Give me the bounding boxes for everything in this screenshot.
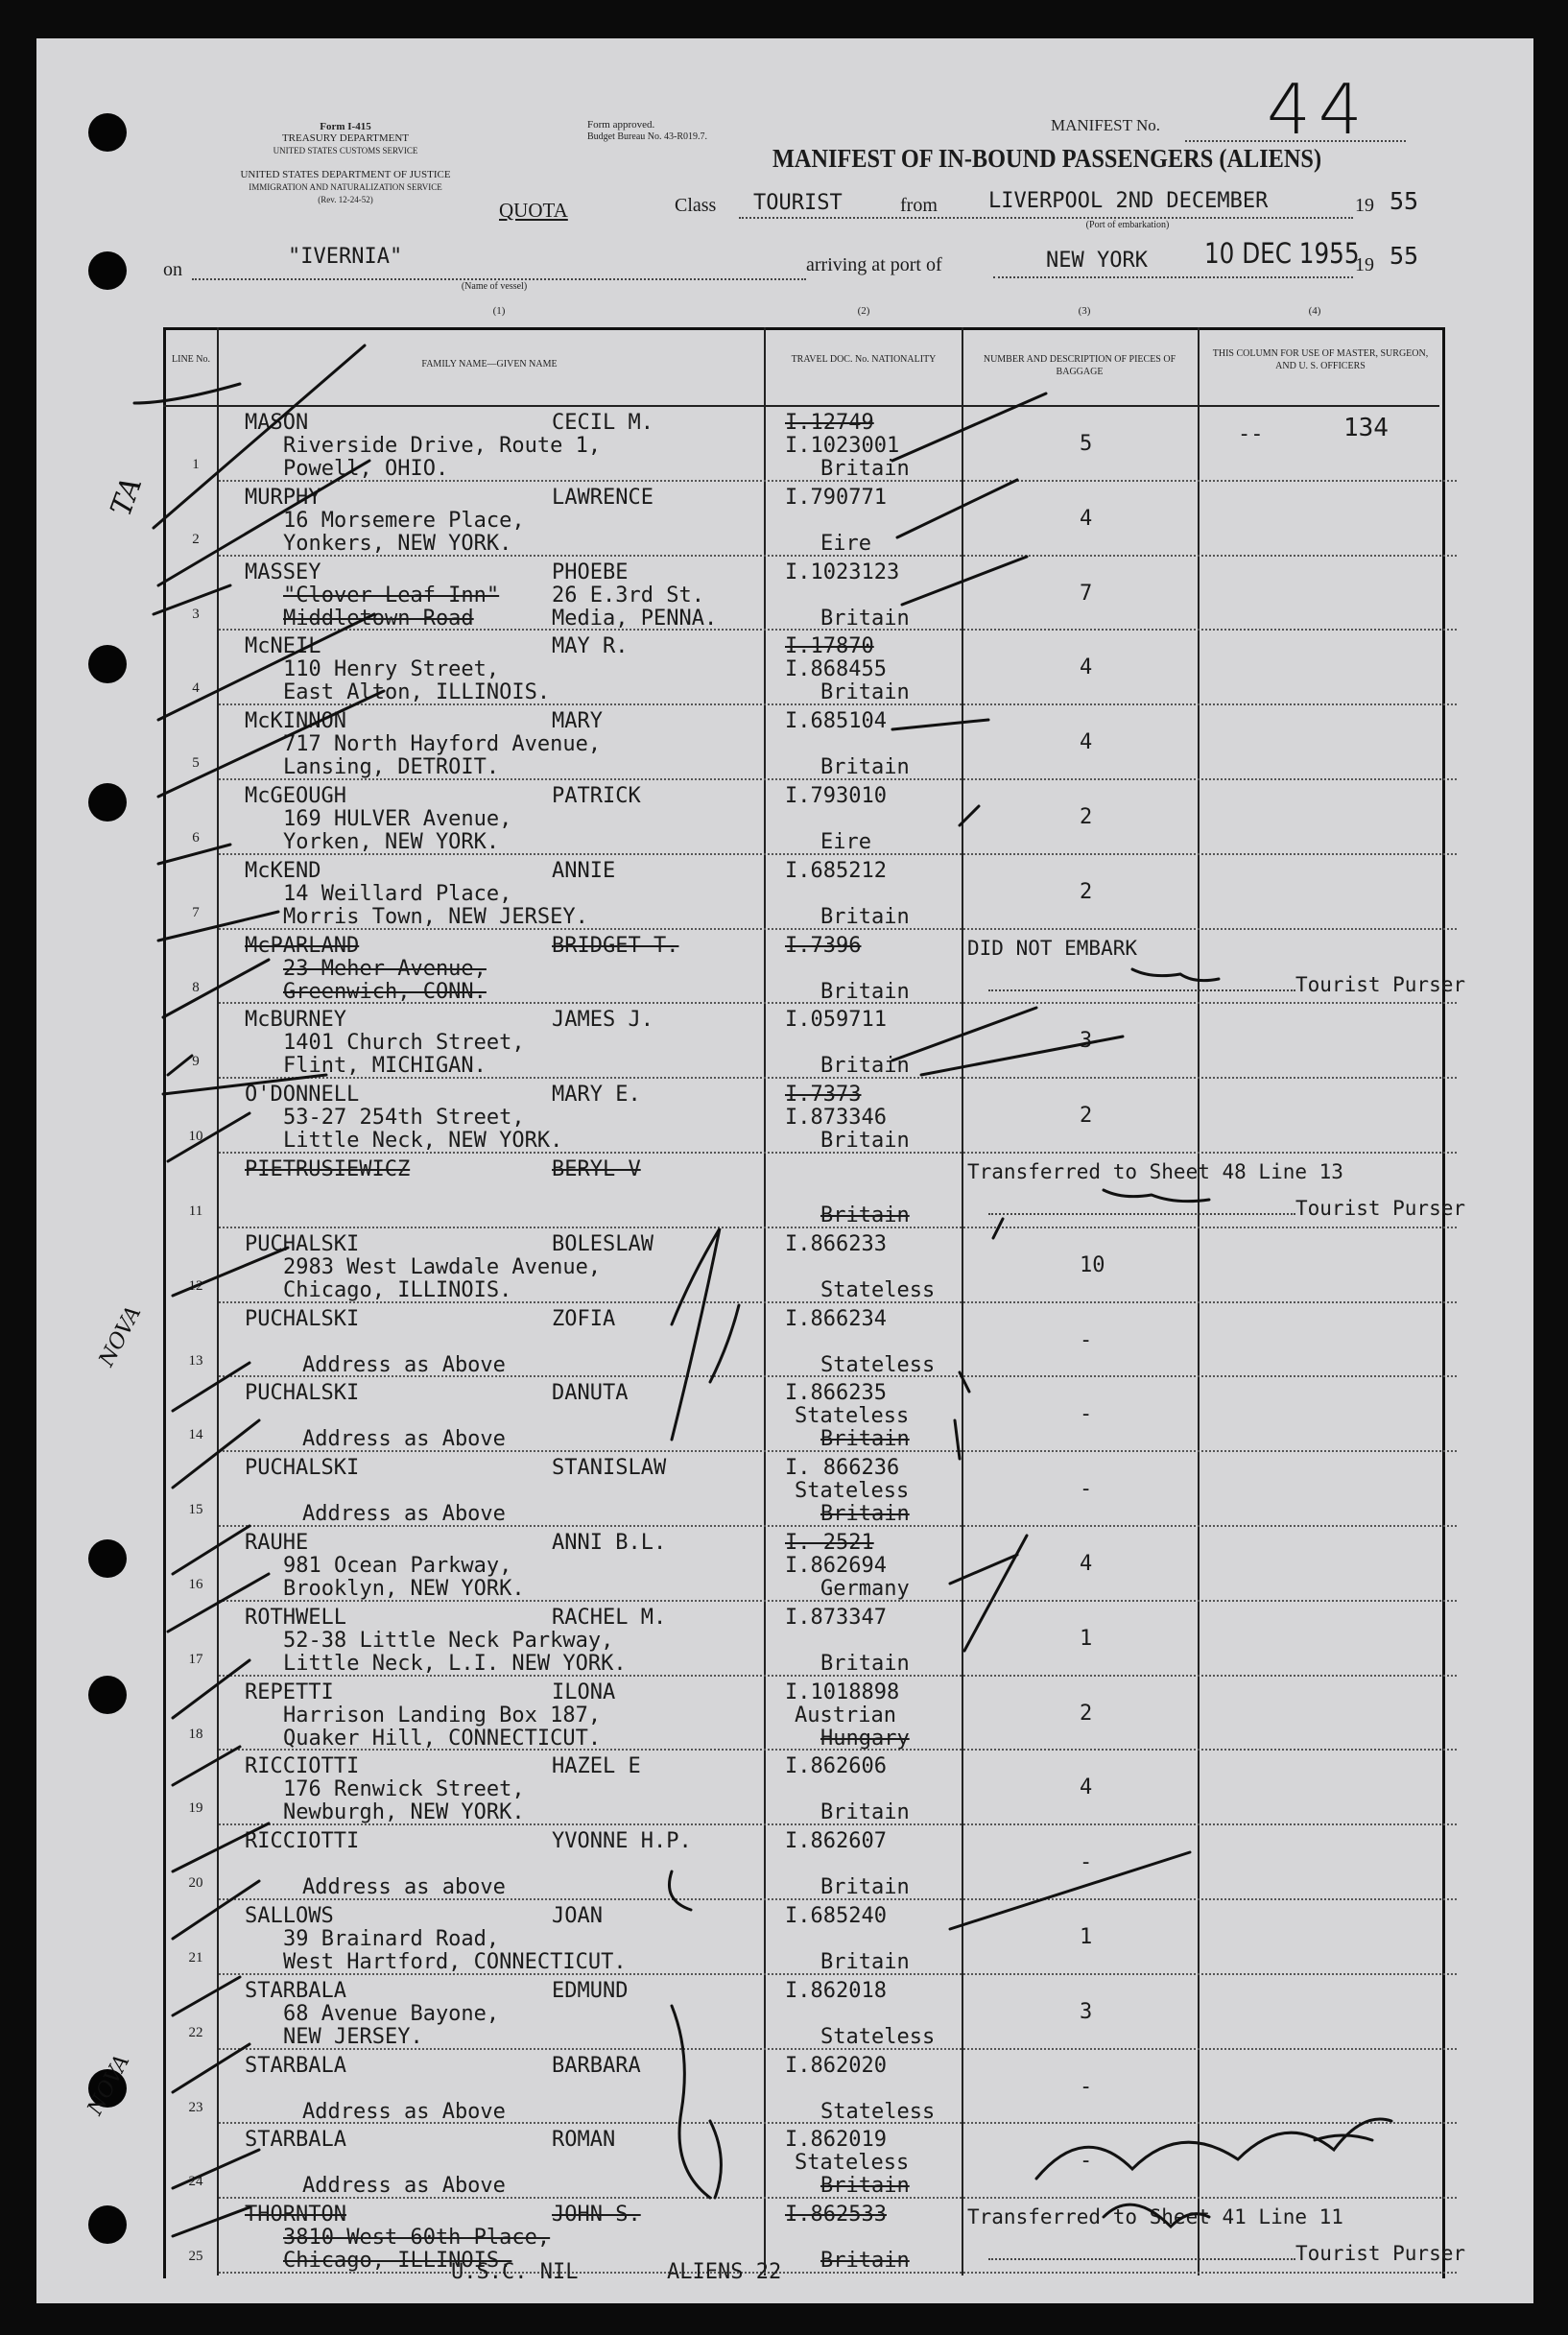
travel-doc: I.7396 <box>785 933 862 958</box>
baggage: 4 <box>1080 730 1093 755</box>
given-name: YVONNE H.P. <box>552 1829 692 1854</box>
given-name: EDMUND <box>552 1978 629 2003</box>
travel-doc: Stateless <box>795 1479 910 1504</box>
baggage: - <box>1080 1477 1093 1502</box>
revision: (Rev. 12-24-52) <box>318 195 373 204</box>
address-line: 26 E.3rd St. <box>552 583 704 608</box>
address-line: Morris Town, NEW JERSEY. <box>283 904 588 929</box>
address-line: 717 North Hayford Avenue, <box>283 732 602 757</box>
given-name: BRIDGET T. <box>552 933 679 958</box>
year-value: 55 <box>1390 187 1419 215</box>
travel-doc: I.862533 <box>785 2203 887 2228</box>
nationality: Eire <box>820 830 871 854</box>
given-name: STANISLAW <box>552 1456 667 1481</box>
ins-service: IMMIGRATION AND NATURALIZATION SERVICE <box>249 182 442 192</box>
column-number: (4) <box>1308 305 1321 317</box>
line-number: 23 <box>188 2099 203 2115</box>
baggage: - <box>1080 2149 1093 2174</box>
travel-doc: Stateless <box>795 1404 910 1429</box>
address-line: 176 Renwick Street, <box>283 1777 525 1802</box>
travel-doc: I. 866236 <box>785 1456 900 1481</box>
travel-doc: I.866235 <box>785 1381 887 1406</box>
family-name: PUCHALSKI <box>245 1456 360 1481</box>
given-name: BERYL V <box>552 1157 641 1181</box>
address-line: 23 Meher Avenue, <box>283 956 487 981</box>
nationality: Britain <box>820 1427 910 1452</box>
arrival-date-stamp: 10 DEC 1955 <box>1204 237 1360 270</box>
nationality: Stateless <box>820 1277 936 1302</box>
address-line: 2983 West Lawdale Avenue, <box>283 1254 602 1279</box>
family-name: RICCIOTTI <box>245 1754 360 1779</box>
travel-doc: I.793010 <box>785 784 887 808</box>
embarkation-caption: (Port of embarkation) <box>1085 220 1170 230</box>
travel-doc: I.873346 <box>785 1106 887 1131</box>
baggage: 2 <box>1080 1104 1093 1129</box>
address-line: Riverside Drive, Route 1, <box>283 434 602 458</box>
address-line: Address as Above <box>302 1352 506 1377</box>
address-line: West Hartford, CONNECTICUT. <box>283 1950 627 1974</box>
address-line: 14 Weillard Place, <box>283 881 512 906</box>
nationality: Hungary <box>820 1726 910 1751</box>
given-name: JOAN <box>552 1904 603 1928</box>
margin-note-ta: TA <box>104 472 150 521</box>
manifest-number: 44 <box>1267 69 1370 150</box>
family-name: RAUHE <box>245 1531 309 1555</box>
address-line: "Clover Leaf Inn" <box>283 583 500 608</box>
officer-note: Tourist Purser <box>1295 1197 1466 1220</box>
family-name: STARBALA <box>245 2128 346 2153</box>
line-number: 16 <box>188 1577 203 1592</box>
address-line: Address as Above <box>302 2174 506 2199</box>
address-line: Address as Above <box>302 2099 506 2124</box>
travel-doc: Austrian <box>795 1703 896 1727</box>
family-name: ROTHWELL <box>245 1605 346 1630</box>
given-name: MAY R. <box>552 634 629 659</box>
travel-doc: I.1018898 <box>785 1680 900 1704</box>
column-header-travel: TRAVEL DOC. No. NATIONALITY <box>791 354 937 365</box>
address-line: Little Neck, L.I. NEW YORK. <box>283 1651 627 1676</box>
travel-doc: I.059711 <box>785 1008 887 1033</box>
family-name: McNEIL <box>245 634 321 659</box>
column-header-line: LINE No. <box>172 354 210 365</box>
given-name: ROMAN <box>552 2128 616 2153</box>
travel-doc: I.862020 <box>785 2053 887 2078</box>
line-number: 14 <box>188 1427 203 1443</box>
baggage: - <box>1080 1327 1093 1352</box>
baggage: 4 <box>1080 506 1093 531</box>
baggage: DID NOT EMBARK <box>967 936 1138 960</box>
line-number: 21 <box>188 1950 203 1966</box>
column-header-name: FAMILY NAME—GIVEN NAME <box>421 359 558 369</box>
nationality: Eire <box>820 531 871 556</box>
address-line: Chicago, ILLINOIS. <box>283 1277 512 1302</box>
nationality: Britain <box>820 979 910 1004</box>
family-name: MASON <box>245 411 309 435</box>
given-name: ILONA <box>552 1680 616 1704</box>
address-line: 3810 West 60th Place, <box>283 2226 551 2251</box>
officer-note: -- <box>1238 422 1264 446</box>
family-name: McBURNEY <box>245 1008 346 1033</box>
travel-doc: I.17870 <box>785 634 874 659</box>
budget-bureau: Budget Bureau No. 43-R019.7. <box>587 131 707 142</box>
line-number: 7 <box>192 904 200 920</box>
family-name: McPARLAND <box>245 933 360 958</box>
travel-doc: I.862606 <box>785 1754 887 1779</box>
travel-doc: I.790771 <box>785 485 887 510</box>
aliens-total: ALIENS 22 <box>667 2260 782 2284</box>
address-line: 68 Avenue Bayone, <box>283 2001 500 2026</box>
given-name: MARY <box>552 709 603 734</box>
address-line: 16 Morsemere Place, <box>283 508 525 533</box>
nationality: Britain <box>820 1800 910 1825</box>
baggage: 2 <box>1080 1701 1093 1726</box>
address-line: 52-38 Little Neck Parkway, <box>283 1628 614 1653</box>
family-name: SALLOWS <box>245 1904 334 1928</box>
address-line: Quaker Hill, CONNECTICUT. <box>283 1726 602 1751</box>
line-number: 1 <box>192 457 200 472</box>
treasury-department: TREASURY DEPARTMENT <box>281 132 410 144</box>
column-number: (3) <box>1078 305 1091 317</box>
family-name: STARBALA <box>245 1978 346 2003</box>
line-number: 19 <box>188 1800 203 1817</box>
given-name: CECIL M. <box>552 411 653 435</box>
nationality: Britain <box>820 2249 910 2274</box>
officer-note: 134 <box>1343 414 1389 442</box>
nationality: Stateless <box>820 2024 936 2049</box>
line-number: 15 <box>188 1502 203 1518</box>
line-number: 17 <box>188 1651 203 1667</box>
baggage: 2 <box>1080 879 1093 904</box>
margin-note-nova: NOVA <box>83 2050 135 2120</box>
travel-doc: I.1023123 <box>785 560 900 584</box>
baggage: - <box>1080 2074 1093 2099</box>
address-line: Little Neck, NEW YORK. <box>283 1129 563 1154</box>
nationality: Britain <box>820 1054 910 1079</box>
line-number: 6 <box>192 830 200 846</box>
travel-doc: I.685240 <box>785 1904 887 1928</box>
given-name: ZOFIA <box>552 1306 616 1331</box>
nationality: Britain <box>820 457 910 481</box>
officer-note: Tourist Purser <box>1295 972 1466 996</box>
family-name: PUCHALSKI <box>245 1231 360 1256</box>
address-line: 39 Brainard Road, <box>283 1927 500 1951</box>
family-name: McKEND <box>245 858 321 883</box>
baggage: 10 <box>1080 1252 1105 1277</box>
address-line: Address as Above <box>302 1427 506 1452</box>
line-number: 25 <box>188 2249 203 2265</box>
given-name: ANNI B.L. <box>552 1531 667 1555</box>
baggage: 3 <box>1080 1029 1093 1054</box>
line-number: 9 <box>192 1054 200 1070</box>
travel-doc: I.685212 <box>785 858 887 883</box>
line-number: 13 <box>188 1352 203 1369</box>
travel-doc: I.862019 <box>785 2128 887 2153</box>
baggage: - <box>1080 1402 1093 1427</box>
line-number: 5 <box>192 755 200 772</box>
line-number: 20 <box>188 1875 203 1892</box>
baggage: 4 <box>1080 655 1093 680</box>
nationality: Britain <box>820 1950 910 1974</box>
column-number: (2) <box>857 305 870 317</box>
family-name: THORNTON <box>245 2203 346 2228</box>
family-name: STARBALA <box>245 2053 346 2078</box>
line-number: 3 <box>192 606 200 622</box>
family-name: RICCIOTTI <box>245 1829 360 1854</box>
quota-label: QUOTA <box>499 199 568 222</box>
given-name: LAWRENCE <box>552 485 653 510</box>
baggage: Transferred to Sheet 41 Line 11 <box>967 2205 1343 2229</box>
line-number: 10 <box>188 1129 203 1145</box>
family-name: MURPHY <box>245 485 321 510</box>
travel-doc: I.7373 <box>785 1083 862 1108</box>
travel-doc: I.873347 <box>785 1605 887 1630</box>
line-number: 22 <box>188 2024 203 2040</box>
nationality: Britain <box>820 2174 910 2199</box>
baggage: 5 <box>1080 432 1093 456</box>
baggage: 4 <box>1080 1775 1093 1800</box>
manifest-title: MANIFEST OF IN-BOUND PASSENGERS (ALIENS) <box>772 144 1322 173</box>
travel-doc: I.866234 <box>785 1306 887 1331</box>
address-line: 1401 Church Street, <box>283 1031 525 1056</box>
given-name: BARBARA <box>552 2053 641 2078</box>
nationality: Britain <box>820 606 910 631</box>
nationality: Britain <box>820 680 910 705</box>
family-name: PUCHALSKI <box>245 1306 360 1331</box>
family-name: PIETRUSIEWICZ <box>245 1157 411 1181</box>
line-number: 18 <box>188 1726 203 1742</box>
baggage: 7 <box>1080 581 1093 606</box>
baggage: 4 <box>1080 1552 1093 1576</box>
address-line: Address as above <box>302 1875 506 1900</box>
family-name: O'DONNELL <box>245 1083 360 1108</box>
baggage: Transferred to Sheet 48 Line 13 <box>967 1160 1343 1183</box>
nationality: Britain <box>820 1875 910 1900</box>
officer-note: Tourist Purser <box>1295 2242 1466 2266</box>
usc-total: U.S.C. NIL <box>451 2260 579 2284</box>
nationality: Germany <box>820 1577 910 1601</box>
travel-doc: I.866233 <box>785 1231 887 1256</box>
given-name: ANNIE <box>552 858 616 883</box>
address-line: Flint, MICHIGAN. <box>283 1054 487 1079</box>
class-value: TOURIST <box>753 191 843 215</box>
embarkation-value: LIVERPOOL 2ND DECEMBER <box>988 189 1269 213</box>
manifest-number-label: MANIFEST No. <box>1051 116 1160 134</box>
form-number: Form I-415 <box>320 121 371 132</box>
travel-doc: I. 2521 <box>785 1531 874 1555</box>
column-header-baggage: NUMBER AND DESCRIPTION OF PIECES OF BAGGAGE <box>983 354 1176 377</box>
address-line: 53-27 254th Street, <box>283 1106 525 1131</box>
baggage: 3 <box>1080 1999 1093 2024</box>
given-name: RACHEL M. <box>552 1605 667 1630</box>
address-line: NEW JERSEY. <box>283 2024 423 2049</box>
given-name: BOLESLAW <box>552 1231 653 1256</box>
travel-doc: Stateless <box>795 2151 910 2176</box>
line-number: 8 <box>192 979 200 995</box>
baggage: - <box>1080 1850 1093 1875</box>
given-name: JAMES J. <box>552 1008 653 1033</box>
address-line: Newburgh, NEW YORK. <box>283 1800 525 1825</box>
arriving-label: arriving at port of <box>806 254 942 275</box>
column-number: (1) <box>492 305 506 317</box>
year-prefix: 19 <box>1355 254 1374 275</box>
nationality: Britain <box>820 1129 910 1154</box>
baggage: 2 <box>1080 805 1093 829</box>
nationality: Stateless <box>820 1352 936 1377</box>
year-value: 55 <box>1390 242 1419 270</box>
address-line: Greenwich, CONN. <box>283 979 487 1004</box>
family-name: REPETTI <box>245 1680 334 1704</box>
nationality: Britain <box>820 1651 910 1676</box>
given-name: PHOEBE <box>552 560 629 584</box>
year-prefix: 19 <box>1355 195 1374 216</box>
nationality: Britain <box>820 755 910 780</box>
nationality: Britain <box>820 1502 910 1527</box>
customs-service: UNITED STATES CUSTOMS SERVICE <box>273 146 418 155</box>
nationality: Stateless <box>820 2099 936 2124</box>
address-line: Harrison Landing Box 187, <box>283 1703 602 1727</box>
address-line: Powell, OHIO. <box>283 457 449 481</box>
baggage: 1 <box>1080 1925 1093 1949</box>
line-number: 24 <box>188 2174 203 2190</box>
address-line: 169 HULVER Avenue, <box>283 807 512 831</box>
line-number: 11 <box>188 1203 203 1219</box>
given-name: MARY E. <box>552 1083 641 1108</box>
address-line: Address as Above <box>302 1502 506 1527</box>
given-name: HAZEL E <box>552 1754 641 1779</box>
address-line: East Alton, ILLINOIS. <box>283 680 551 705</box>
given-name: DANUTA <box>552 1381 629 1406</box>
on-label: on <box>163 259 182 280</box>
address-line: Brooklyn, NEW YORK. <box>283 1577 525 1601</box>
given-name: JOHN S. <box>552 2203 641 2228</box>
line-number: 12 <box>188 1277 203 1294</box>
address-line: Lansing, DETROIT. <box>283 755 500 780</box>
column-header-officers: THIS COLUMN FOR USE OF MASTER, SURGEON, AND U. S. OFFICERS <box>1212 348 1429 371</box>
travel-doc: I.685104 <box>785 709 887 734</box>
travel-doc: I.12749 <box>785 411 874 435</box>
family-name: MASSEY <box>245 560 321 584</box>
line-number: 2 <box>192 531 200 547</box>
family-name: McKINNON <box>245 709 346 734</box>
justice-department: UNITED STATES DEPARTMENT OF JUSTICE <box>240 169 451 180</box>
from-label: from <box>900 195 938 216</box>
given-name: PATRICK <box>552 784 641 808</box>
address-line: Yorken, NEW YORK. <box>283 830 500 854</box>
address-line: 110 Henry Street, <box>283 657 500 682</box>
address-line: Media, PENNA. <box>552 606 718 631</box>
travel-doc: I.862694 <box>785 1554 887 1578</box>
margin-note-nova: NOVA <box>94 1301 147 1371</box>
line-number: 4 <box>192 680 200 697</box>
nationality: Britain <box>820 904 910 929</box>
travel-doc: I.868455 <box>785 657 887 682</box>
travel-doc: I.862018 <box>785 1978 887 2003</box>
address-line: 981 Ocean Parkway, <box>283 1554 512 1578</box>
vessel-caption: (Name of vessel) <box>461 281 528 292</box>
travel-doc: I.1023001 <box>785 434 900 458</box>
address-line: Middletown Road <box>283 606 474 631</box>
vessel-name: "IVERNIA" <box>288 245 403 269</box>
family-name: PUCHALSKI <box>245 1381 360 1406</box>
class-label: Class <box>675 195 717 216</box>
baggage: 1 <box>1080 1626 1093 1651</box>
nationality: Britain <box>820 1203 910 1227</box>
form-approved: Form approved. <box>587 119 655 131</box>
address-line: Yonkers, NEW YORK. <box>283 531 512 556</box>
address-line: Chicago, ILLINOIS. <box>283 2249 512 2274</box>
family-name: McGEOUGH <box>245 784 346 808</box>
travel-doc: I.862607 <box>785 1829 887 1854</box>
arrival-port: NEW YORK <box>1046 249 1148 273</box>
